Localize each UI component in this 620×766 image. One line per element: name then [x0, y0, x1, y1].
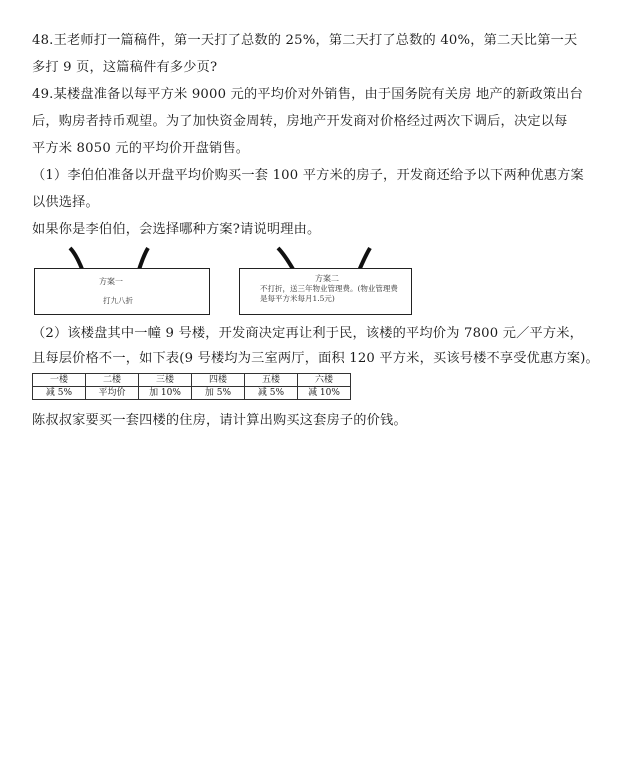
- table-header-cell: 六楼: [298, 374, 351, 387]
- q49-part2-line-1: （2）该楼盘其中一幢 9 号楼，开发商决定再让利于民，该楼的平均价为 7800 元／平方米，: [32, 326, 584, 341]
- plan2-sign: [239, 268, 412, 315]
- q49-line-3: 平方米 8050 元的平均价开盘销售。: [32, 141, 250, 156]
- q49-line-2: 后，购房者持币观望。为了加快资金周转，房地产开发商对价格经过两次下调后，决定以每: [32, 114, 568, 129]
- plan2-text: 不打折，送三年物业管理费。(物业管理费是每平方米每月1.5元): [260, 284, 398, 303]
- table-cell: 加 10%: [139, 387, 192, 400]
- q48-line-1: 48.王老师打一篇稿件，第一天打了总数的 25%，第二天打了总数的 40%，第二天比第一天: [32, 33, 578, 48]
- plan1-sign: [34, 268, 210, 315]
- plan1-title: 方案一: [99, 277, 123, 286]
- q49-part1-line-2: 以供选择。: [32, 195, 99, 210]
- q49-line-1: 49.某楼盘准备以每平方米 9000 元的平均价对外销售，由于国务院有关房 地产的新政策出台: [32, 87, 584, 102]
- table-cell: 平均价: [86, 387, 139, 400]
- plan1-text: 打九八折: [103, 296, 133, 305]
- table-cell: 减 5%: [245, 387, 298, 400]
- table-header-cell: 二楼: [86, 374, 139, 387]
- table-cell: 减 10%: [298, 387, 351, 400]
- plan2-title: 方案二: [315, 274, 339, 283]
- table-cell: 减 5%: [33, 387, 86, 400]
- table-header-cell: 五楼: [245, 374, 298, 387]
- floor-price-table: [32, 373, 351, 400]
- q48-line-2: 多打 9 页，这篇稿件有多少页?: [32, 60, 218, 75]
- table-header-cell: 四楼: [192, 374, 245, 387]
- q49-part1-line-1: （1）李伯伯准备以开盘平均价购买一套 100 平方米的房子，开发商还给予以下两种优惠方案: [32, 168, 584, 183]
- table-header-row: [33, 374, 351, 387]
- table-row: [33, 387, 351, 400]
- q49-part1-line-3: 如果你是李伯伯，会选择哪种方案?请说明理由。: [32, 222, 321, 237]
- table-header-cell: 一楼: [33, 374, 86, 387]
- q49-final-question: 陈叔叔家要买一套四楼的住房，请计算出购买这套房子的价钱。: [32, 413, 407, 428]
- q49-part2-line-2: 且每层价格不一，如下表(9 号楼均为三室两厅，面积 120 平方米，买该号楼不享受优惠方案)。: [32, 351, 599, 366]
- table-header-cell: 三楼: [139, 374, 192, 387]
- table-cell: 加 5%: [192, 387, 245, 400]
